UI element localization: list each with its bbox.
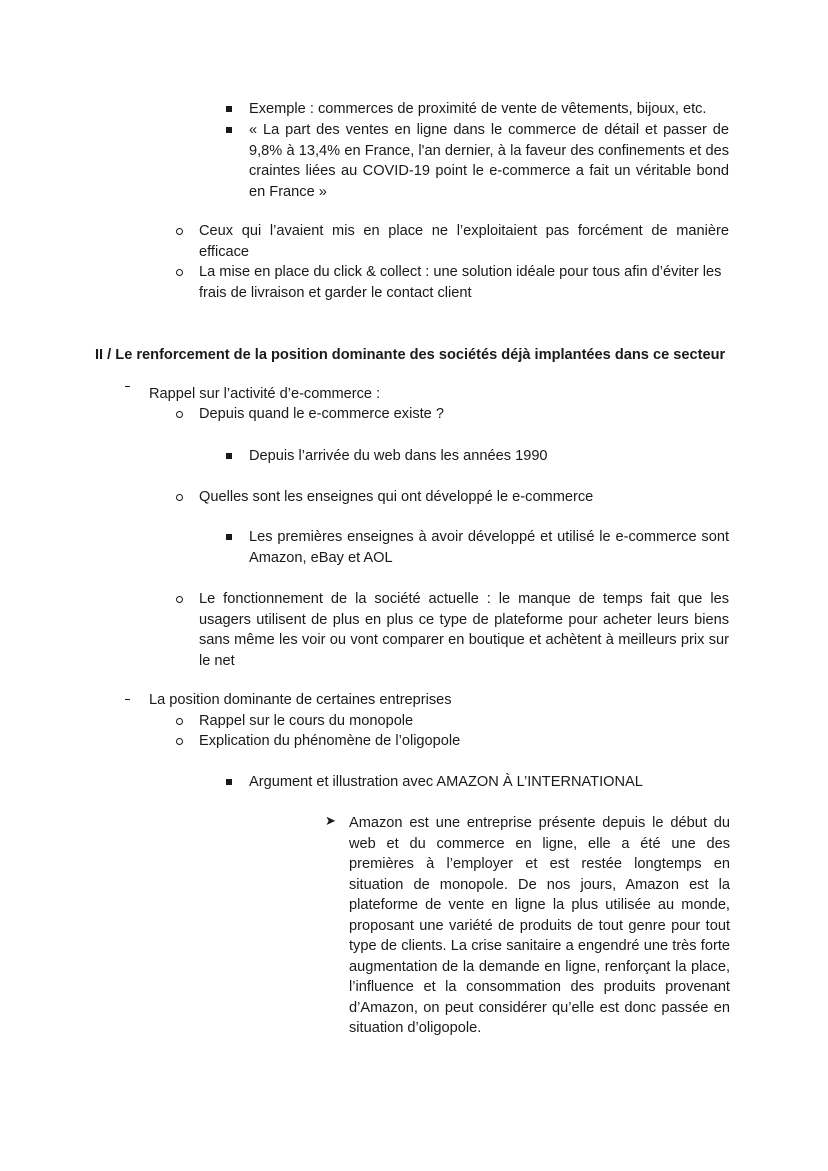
square-bullet-icon bbox=[226, 779, 232, 785]
section-heading bbox=[95, 345, 755, 366]
dash-bullet-icon bbox=[125, 386, 130, 387]
list-item bbox=[249, 772, 729, 793]
list-item bbox=[249, 446, 729, 467]
list-item bbox=[199, 711, 729, 732]
list-item-text: Exemple : commerces de proximité de vente de vêtements, bijoux, etc. bbox=[249, 101, 707, 117]
circle-bullet-icon bbox=[176, 228, 183, 235]
list-item bbox=[199, 404, 729, 425]
square-bullet-icon bbox=[226, 127, 232, 133]
section-heading-text: II / Le renforcement de la position dominante des sociétés déjà implantées dans ce secteur bbox=[95, 347, 726, 363]
arrow-bullet-icon: ➤ bbox=[325, 814, 336, 829]
list-item-text: « La part des ventes en ligne dans le commerce de détail et passer de 9,8% à 13,4% en France, l'an dernier, à la faveur des confinements et des craintes liées au COVID-19 point le e-commerce a fait un véritable bond en France » bbox=[249, 122, 729, 200]
list-item-text: Argument et illustration avec AMAZON À L’INTERNATIONAL bbox=[249, 774, 643, 790]
square-bullet-icon bbox=[226, 106, 232, 112]
dash-bullet-icon bbox=[125, 699, 130, 700]
list-item bbox=[199, 221, 729, 262]
list-item-text: Rappel sur le cours du monopole bbox=[199, 713, 414, 729]
list-item bbox=[149, 384, 729, 405]
list-item bbox=[199, 731, 729, 752]
list-item-text: Les premières enseignes à avoir développé et utilisé le e-commerce sont Amazon, eBay et AOL bbox=[249, 529, 729, 566]
list-item-text: Ceux qui l’avaient mis en place ne l’exploitaient pas forcément de manière efficace bbox=[199, 223, 729, 260]
list-item bbox=[199, 487, 729, 508]
circle-bullet-icon bbox=[176, 411, 183, 418]
list-item-text: Depuis l’arrivée du web dans les années 1990 bbox=[249, 448, 548, 464]
list-item-text: Rappel sur l’activité d’e-commerce : bbox=[149, 386, 381, 402]
list-item bbox=[199, 589, 729, 671]
list-item-text: Explication du phénomène de l’oligopole bbox=[199, 733, 461, 749]
circle-bullet-icon bbox=[176, 269, 183, 276]
list-item-text: La position dominante de certaines entreprises bbox=[149, 692, 452, 708]
list-item bbox=[149, 690, 729, 711]
square-bullet-icon bbox=[226, 453, 232, 459]
list-item-text: Quelles sont les enseignes qui ont développé le e-commerce bbox=[199, 489, 594, 505]
list-item bbox=[349, 813, 730, 1039]
list-item bbox=[249, 527, 729, 568]
list-item-text: Depuis quand le e-commerce existe ? bbox=[199, 406, 444, 422]
list-item bbox=[249, 99, 731, 120]
list-item bbox=[199, 262, 729, 303]
circle-bullet-icon bbox=[176, 738, 183, 745]
circle-bullet-icon bbox=[176, 494, 183, 501]
circle-bullet-icon bbox=[176, 596, 183, 603]
list-item-text: Le fonctionnement de la société actuelle : le manque de temps fait que les usagers utilisent de plus en plus ce type de plateforme pour acheter leurs biens sans même les voir ou vont comparer en boutique et achètent à meilleurs prix sur le net bbox=[199, 591, 729, 669]
circle-bullet-icon bbox=[176, 718, 183, 725]
square-bullet-icon bbox=[226, 534, 232, 540]
list-item bbox=[249, 120, 729, 202]
list-item-text: Amazon est une entreprise présente depuis le début du web et du commerce en ligne, elle a été une des premières à l’employer et est restée longtemps en situation de monopole. De nos jours, Amazon est la plateforme de vente en ligne la plus utilisée au monde, proposant une variété de produits de tout genre pour tout type de clients. La crise sanitaire a engendré une très forte augmentation de la demande en ligne, renforçant la place, l’influence et la consommation des produits provenant d’Amazon, on peut considérer qu’elle est donc passée en situation d’oligopole. bbox=[349, 815, 730, 1036]
list-item-text: La mise en place du click & collect : une solution idéale pour tous afin d’éviter les frais de livraison et garder le contact client bbox=[199, 264, 722, 301]
